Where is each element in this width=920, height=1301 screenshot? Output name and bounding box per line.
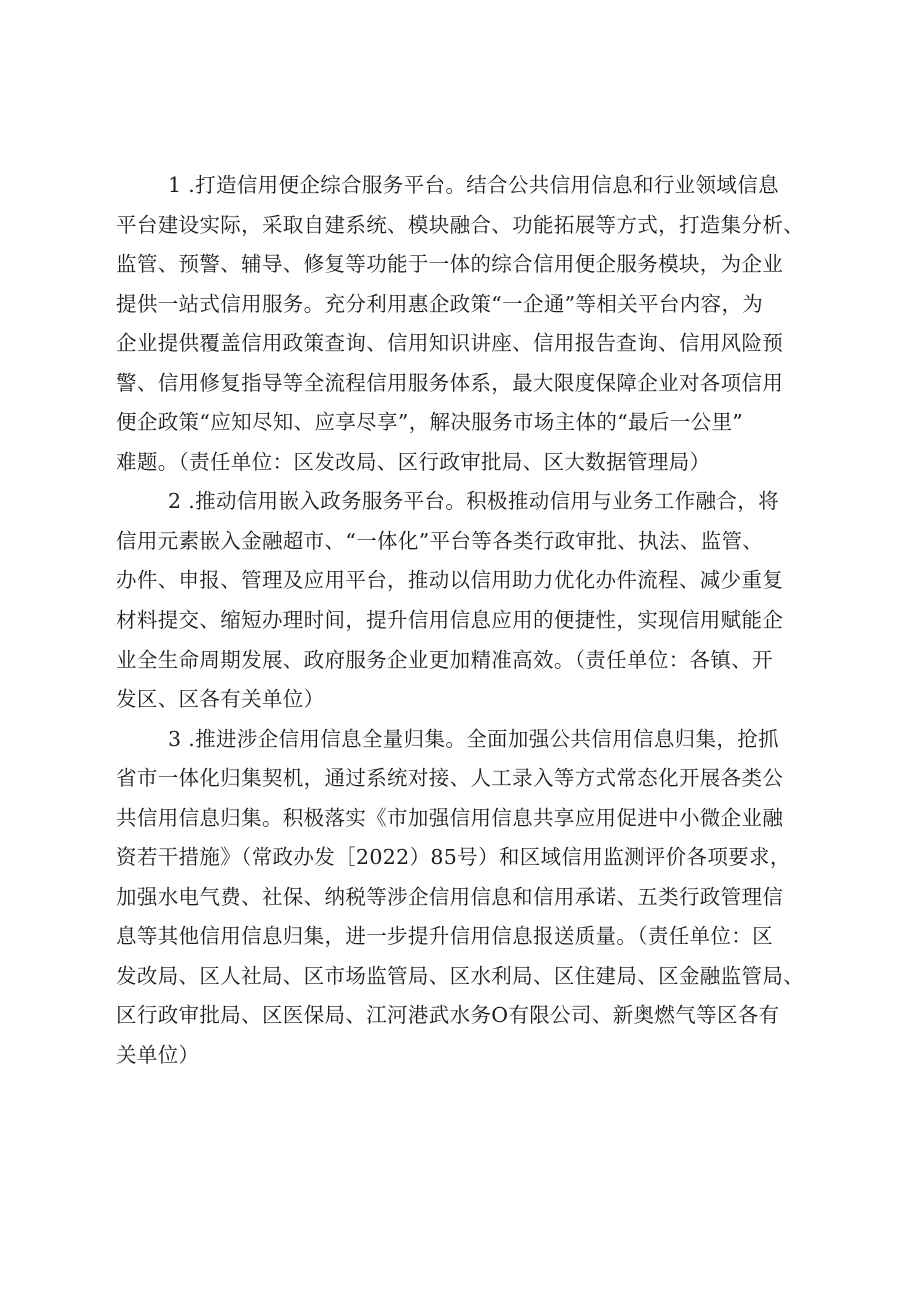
text-line: 发改局、区人社局、区市场监管局、区水利局、区住建局、区金融监管局、 <box>116 963 805 988</box>
text-line: 办件、申报、管理及应用平台，推动以信用助力优化办件流程、减少重复 <box>116 568 784 593</box>
text-line: 提供一站式信用服务。充分利用惠企政策“一企通”等相关平台内容，为 <box>116 291 764 316</box>
text-line: 共信用信息归集。积极落实《市加强信用信息共享应用促进中小微企业融 <box>116 805 784 830</box>
text-line: 区行政审批局、区医保局、江河港武水务O有限公司、新奥燃气等区各有 <box>116 1003 780 1028</box>
text-line: 省市一体化归集契机，通过系统对接、人工录入等方式常态化开展各类公 <box>116 766 784 791</box>
text-line: 材料提交、缩短办理时间，提升信用信息应用的便捷性，实现信用赋能企 <box>116 608 784 633</box>
paragraph-2 <box>116 482 816 719</box>
document-body <box>116 166 816 1076</box>
paragraph-3 <box>116 720 816 1076</box>
text-line: 息等其他信用信息归集，进一步提升信用信息报送质量。（责任单位：区 <box>116 924 773 949</box>
text-line: 加强水电气费、社保、纳税等涉企信用信息和信用承诺、五类行政管理信 <box>116 884 784 909</box>
text-line: 监管、预警、辅导、修复等功能于一体的综合信用便企服务模块，为企业 <box>116 252 784 277</box>
text-line: 业全生命周期发展、政府服务企业更加精准高效。（责任单位：各镇、开 <box>116 647 773 672</box>
text-line: 难题。（责任单位：区发改局、区行政审批局、区大数据管理局） <box>116 449 711 474</box>
text-line: 便企政策“应知尽知、应享尽享”，解决服务市场主体的“最后一公里” <box>116 410 744 435</box>
text-line: 1 .打造信用便企综合服务平台。结合公共信用信息和行业领域信息 <box>168 173 779 197</box>
text-line: 企业提供覆盖信用政策查询、信用知识讲座、信用报告查询、信用风险预 <box>116 331 784 356</box>
text-line: 信用元素嵌入金融超市、“一体化”平台等各类行政审批、执法、监管、 <box>116 528 764 553</box>
text-line: 平台建设实际，采取自建系统、模块融合、功能拓展等方式，打造集分析、 <box>116 212 805 237</box>
text-line: 警、信用修复指导等全流程信用服务体系，最大限度保障企业对各项信用 <box>116 370 784 395</box>
text-line: 2 .推动信用嵌入政务服务平台。积极推动信用与业务工作融合，将 <box>168 489 779 514</box>
paragraph-1 <box>116 166 816 482</box>
text-line: 资若干措施》（常政办发［2022）85号）和区域信用监测评价各项要求， <box>116 845 791 870</box>
text-line: 3 .推进涉企信用信息全量归集。全面加强公共信用信息归集，抢抓 <box>168 726 779 751</box>
text-line: 发区、区各有关单位） <box>116 687 325 712</box>
text-line: 关单位） <box>116 1043 200 1068</box>
